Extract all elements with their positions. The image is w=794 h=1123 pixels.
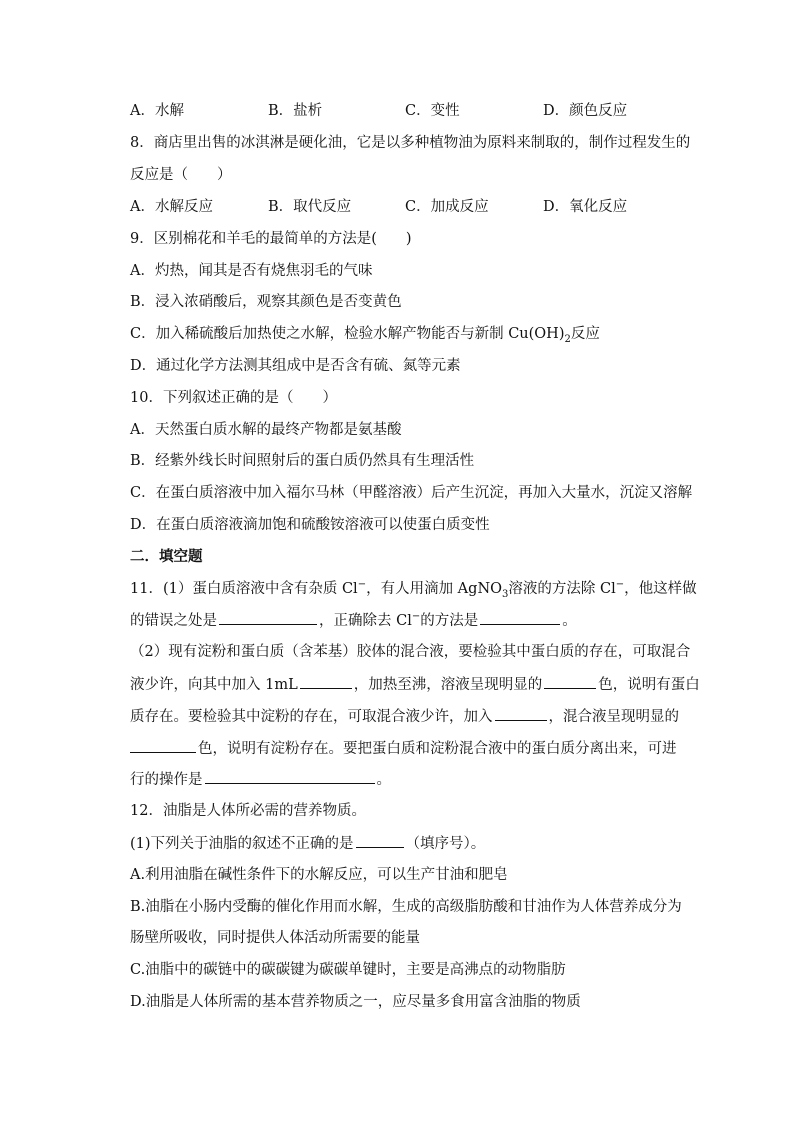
q9-option-b: B．浸入浓硝酸后，观察其颜色是否变黄色 (130, 294, 402, 310)
q7-option-d: D．颜色反应 (543, 103, 628, 119)
answer-blank[interactable] (300, 674, 352, 689)
answer-blank[interactable] (205, 769, 375, 784)
q8-option-b: B．取代反应 (268, 199, 352, 215)
q11-line4: 液少许，向其中加入 1mL ，加热至沸，溶液呈现明显的 色，说明有蛋白 (130, 674, 700, 695)
q12-option-d: D.油脂是人体所需的基本营养物质之一，应尽量多食用富含油脂的物质 (130, 994, 581, 1010)
q9-option-d: D．通过化学方法测其组成中是否含有硫、氮等元素 (130, 358, 461, 374)
answer-blank[interactable] (356, 833, 404, 848)
q9-option-a: A．灼热，闻其是否有烧焦羽毛的气味 (130, 263, 373, 279)
q11-line1: 11．(1）蛋白质溶液中含有杂质 Cl−，有人用滴加 AgNO$_3$溶液的方法除 Cl−，他这样做 (130, 579, 697, 600)
q11-line6: 色，说明有淀粉存在。要把蛋白质和淀粉混合液中的蛋白质分离出来，可进 (130, 738, 677, 759)
q8-stem-line1: 8．商店里出售的冰淇淋是硬化油，它是以多种植物油为原料来制取的，制作过程发生的 (130, 135, 691, 151)
q8-option-a: A．水解反应 (130, 199, 213, 215)
section-heading: 二．填空题 (130, 549, 203, 565)
q12-option-a: A.利用油脂在碱性条件下的水解反应，可以生产甘油和肥皂 (130, 867, 508, 883)
q8-option-d: D．氧化反应 (543, 199, 628, 215)
q10-option-b: B．经紫外线长时间照射后的蛋白质仍然具有生理活性 (130, 453, 475, 469)
q7-option-a: A．水解 (130, 103, 184, 119)
q10-stem: 10．下列叙述正确的是（ ） (130, 390, 337, 406)
q11-line7: 行的操作是 。 (130, 769, 391, 790)
q12-option-b-line1: B.油脂在小肠内受酶的催化作用而水解，生成的高级脂肪酸和甘油作为人体营养成分为 (130, 899, 682, 915)
answer-blank[interactable] (495, 706, 547, 721)
q8-option-c: C．加成反应 (405, 199, 489, 215)
q12-sub1: (1)下列关于油脂的叙述不正确的是 （填序号）。 (130, 833, 485, 854)
q11-line2: 的错误之处是 ，正确除去 Cl−的方法是 。 (130, 611, 577, 629)
q11-line3: （2）现有淀粉和蛋白质（含苯基）胶体的混合液，要检验其中蛋白质的存在，可取混合 (130, 644, 691, 660)
q12-stem: 12．油脂是人体所必需的营养物质。 (130, 803, 366, 819)
q11-line5: 质存在。要检验其中淀粉的存在，可取混合液少许，加入 ，混合液呈现明显的 (130, 706, 679, 727)
q12-option-b-line2: 肠壁所吸收，同时提供人体活动所需要的能量 (130, 930, 420, 946)
answer-blank[interactable] (544, 674, 596, 689)
q8-stem-line2: 反应是（ ） (130, 167, 232, 183)
answer-blank[interactable] (130, 738, 196, 753)
q9-stem: 9．区别棉花和羊毛的最简单的方法是( ) (130, 231, 412, 247)
q10-option-c: C．在蛋白质溶液中加入福尔马林（甲醛溶液）后产生沉淀，再加入大量水，沉淀又溶解 (130, 485, 693, 501)
q9-option-c: C．加入稀硫酸后加热使之水解，检验水解产物能否与新制 $Cu(OH)_2$反应 (130, 326, 600, 345)
q7-option-c: C．变性 (405, 103, 460, 119)
answer-blank[interactable] (219, 610, 317, 625)
q7-option-b: B．盐析 (268, 103, 323, 119)
q12-option-c: C.油脂中的碳链中的碳碳键为碳碳单键时，主要是高沸点的动物脂肪 (130, 962, 566, 978)
answer-blank[interactable] (480, 610, 560, 625)
q10-option-d: D．在蛋白质溶液滴加饱和硫酸铵溶液可以使蛋白质变性 (130, 517, 490, 533)
q10-option-a: A．天然蛋白质水解的最终产物都是氨基酸 (130, 422, 402, 438)
